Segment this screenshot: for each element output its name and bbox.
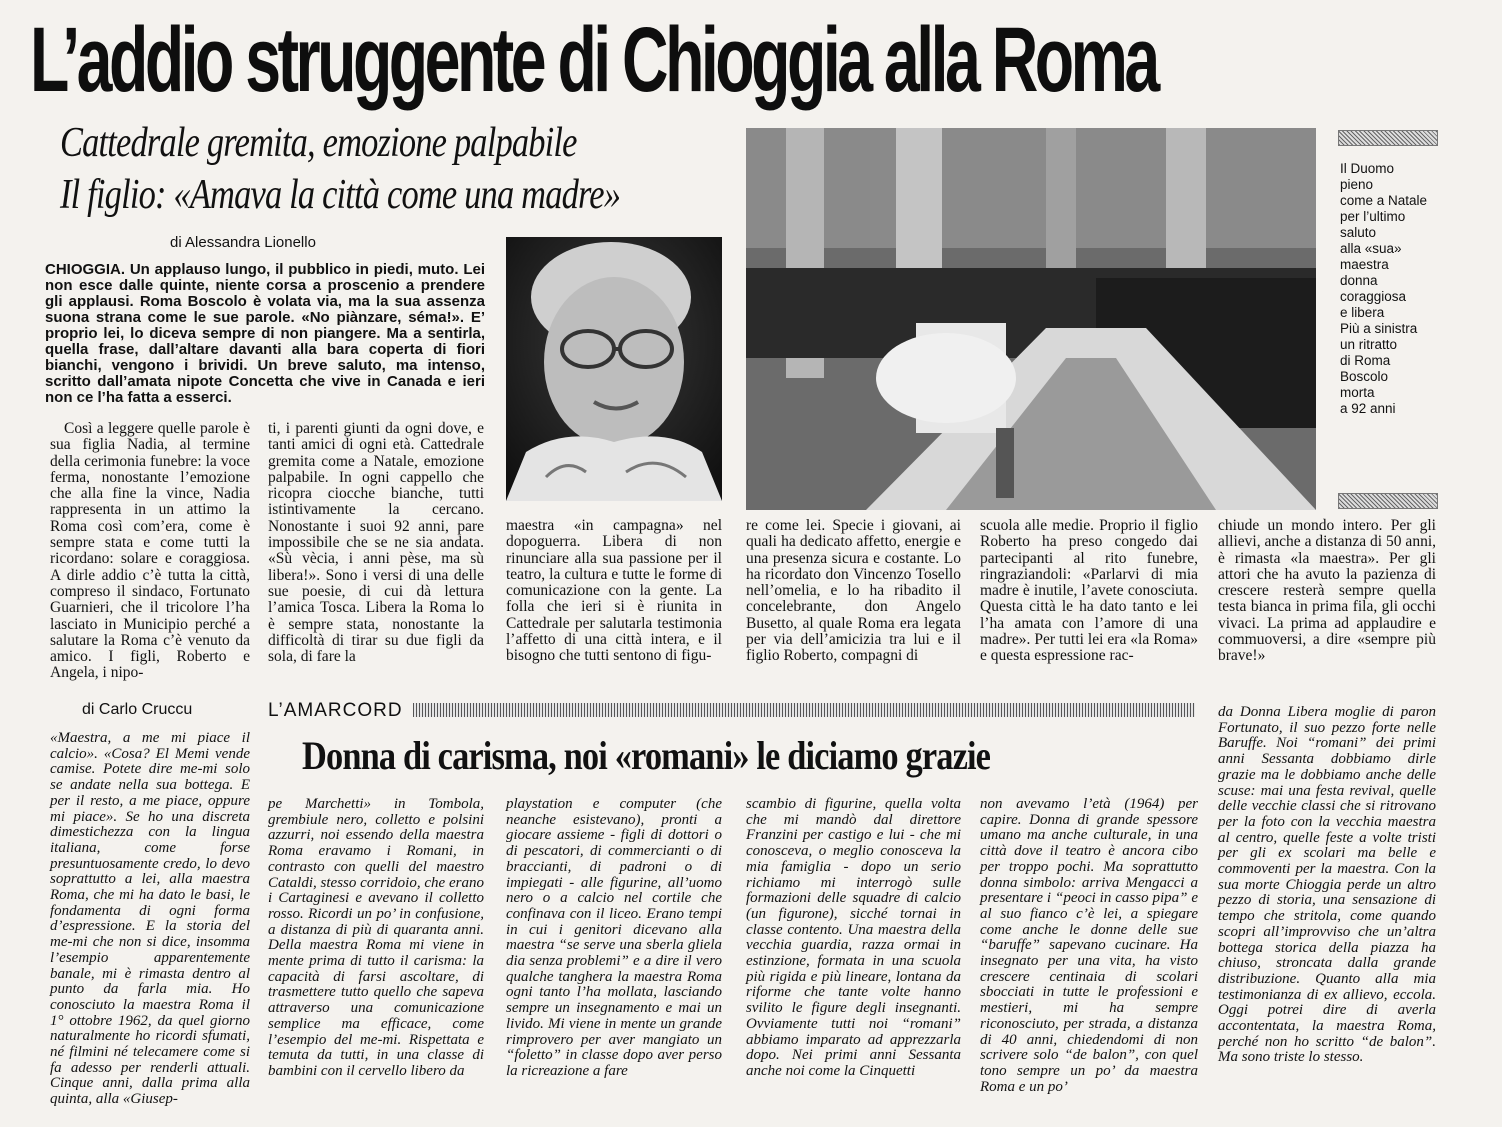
amarcord-rule [413, 703, 1195, 717]
lead-paragraph [45, 262, 485, 406]
caption-line: Il Duomo [1340, 161, 1395, 176]
article-column-4: re come lei. Specie i giovani, ai quali ha dedicato affetto, energie e una presenza sicura e costante. Lo ha ricordato don Vincenzo Tosello nell’omelia, e lo ha ribadito il concelebrante, don Angelo Busetto, al quale Roma era legata per via dell’amicizia tra lui e il figlio Roberto, compagni di [746, 517, 961, 665]
subhead-line-1: Cattedrale gremita, emozione palpabile [60, 120, 577, 166]
article-column-2: ti, i parenti giunti da ogni dove, e tanti amici di ogni età. Cattedrale gremita come a Natale, emozione palpabile. In ogni cappello che ricopra ciocche bianche, tutti istintivamente la cercano. Nonostante i suoi 92 anni, pare impossibile che se ne sia andata. «Sù vècia, i anni pèse, ma sù libera!». Sono i versi di una delle sue poesie, di cui dà lettura l’amica Tosca. Libera la Roma lo è sempre stata, nonostante la difficoltà di tirar su due figli da sola, di fare la [268, 420, 484, 666]
caption-line: per l’ultimo [1340, 209, 1406, 224]
article-column-3: maestra «in campagna» nel dopoguerra. Libera di non rinunciare alla sua passione per il teatro, la cultura e tutte le forme di comunicazione con la gente. La folla che ieri si è riunita in Cattedrale per salutarla testimonia l’affetto di una città intera, e il bisogno che tutti sentono di figu- [506, 517, 722, 665]
amarcord-column-1: «Maestra, a me mi piace il calcio». «Cosa? El Memi vende camise. Potete dire me-mi solo se andate nella sua bottega. E per il resto, a me piace, oppure mi piace». Se ho una discreta dimestichezza con la lingua italiana, come forse presuntuosamente credo, lo devo soprattutto a lei, alla maestra Roma, che mi ha dato le basi, le fondamenta di ogni forma d’espressione. E la storia del me-mi che non si dice, insomma l’esempio apparentemente banale, mi è rimasta dentro al punto da farla mia. Ho conosciuto la maestra Roma il 1° ottobre 1962, da quel giorno naturalmente ho ricordi sfumati, né filmini né telecamere come si fa adesso per renderli attuali. Cinque anni, dalla prima alla quinta, alla «Giusep- [50, 730, 250, 1108]
caption-line: e libera [1340, 305, 1385, 320]
caption-line: Boscolo [1340, 369, 1389, 384]
article-column-6: chiude un mondo intero. Per gli allievi, anche a distanza di 50 anni, è rimasta «la maestra». Per gli attori che ha avuto la pazienza di crescere resterà sempre quella testa bianca in prima fila, gli occhi vivaci. La prima ad applaudire e commuoversi, a dire «sempre più brave!» [1218, 517, 1436, 665]
caption-line: saluto [1340, 225, 1377, 240]
caption-line: donna [1340, 273, 1378, 288]
photo-caption [1340, 161, 1440, 417]
caption-line: coraggiosa [1340, 289, 1407, 304]
article-column-5: scuola alle medie. Proprio il figlio Roberto ha preso congedo dai partecipanti al rito funebre, ringraziandoli: «Parlarvi di mia madre è inutile, l’avete conosciuta. Questa città le ha dato tanto e lei l’ha amata con l’amore di una madre». Per tutti lei era «la Roma» e questa espressione rac- [980, 517, 1198, 665]
caption-line: un ritratto [1340, 337, 1398, 352]
portrait-image [506, 237, 722, 501]
caption-top-marker [1338, 130, 1438, 146]
lead-kicker: CHIOGGIA. [45, 261, 126, 278]
caption-bottom-marker [1338, 493, 1438, 509]
amarcord-column-4: scambio di figurine, quella volta che mi mandò dal direttore Franzini per castigo e lui - che mi conosceva, o meglio conosceva la mia famiglia - dopo un serio richiamo mi interrogò sulle formazioni delle squadre di calcio (un figurone), sicché tornai in classe contento. Una maestra della vecchia guardia, razza ormai in estinzione, formata in una scuola più rigida e più lineare, lontana da riforme che tante volte hanno svilito le figure degli insegnanti. Ovviamente tutti noi “romani” abbiamo imparato ad apprezzarla dopo. Nei primi anni Sessanta anche noi come la Cinquetti [746, 796, 961, 1079]
amarcord-column-6: da Donna Libera moglie di paron Fortunato, il suo pezzo forte nelle Baruffe. Noi “romani” dei primi anni Sessanta dobbiamo dirle grazie ma le dobbiamo anche delle scuse: mai una festa revival, quelle delle vecchie classi che si ritrovano per la foto con la vecchia maestra al centro, quelle feste a volte tristi per gli ex scolari ma belle e commoventi per la maestra. Con la sua morte Chioggia perde un altro pezzo di storia, una sensazione di tempo che stritola, come quando scopri all’improvviso che un’altra bottega storica della piazza ha chiuso, stroncata dalla grande distribuzione. Quanto alla mia testimonianza di ex allievo, eccola. Oggi potrei dire di averla accontentata, la maestra Roma, perché non ho scritto “de balon”. Ma sono triste lo stesso. [1218, 704, 1436, 1066]
caption-line: maestra [1340, 257, 1389, 272]
amarcord-column-2: pe Marchetti» in Tombola, grembiule nero, colletto e polsini azzurri, noi essendo della maestra Roma eravamo i Romani, in contrasto con quelli del maestro Cataldi, stesso corridoio, che erano i Cartaginesi e avevano il colletto rosso. Ricordi un po’ in confusione, a distanza di più di quaranta anni. Della maestra Roma mi viene in mente prima di tutto il carisma: la capacità di farsi ascoltare, di trasmettere tutto quello che sapeva attraverso una comunicazione semplice ma efficace, come l’esempio del me-mi. Rispettata e temuta da tutti, in una classe di bambini con il cervello libero da [268, 796, 484, 1079]
caption-line: a 92 anni [1340, 401, 1396, 416]
caption-line: Più a sinistra [1340, 321, 1418, 336]
amarcord-title: Donna di carisma, noi «romani» le diciamo grazie [302, 733, 991, 778]
byline: di Alessandra Lionello [170, 234, 316, 251]
caption-line: come a Natale [1340, 193, 1428, 208]
cathedral-image [746, 128, 1316, 510]
caption-line: alla «sua» [1340, 241, 1402, 256]
lead-text: Un applauso lungo, il pubblico in piedi, muto. Lei non esce dalle quinte, niente corsa a proscenio a prendere gli applausi. Roma Boscolo è volata via, ma la sua assenza suona strana come le sue parole. «No piànzare, séma!». E’ proprio lei, lo diceva sempre di non piangere. Ma a sentirla, quella frase, dall’altare davanti alla bara coperta di fiori bianchi, vengono i brividi. Un breve saluto, ma intenso, scritto dall’amata nipote Concetta che vive in Canada e ieri non ce l’ha fatta a esserci. [45, 261, 485, 406]
subhead-line-2: Il figlio: «Amava la città come una madre» [60, 172, 621, 218]
caption-line: pieno [1340, 177, 1374, 192]
portrait-photo [506, 237, 722, 501]
caption-line: di Roma [1340, 353, 1391, 368]
amarcord-byline: di Carlo Cruccu [82, 701, 193, 718]
headline: L’addio struggente di Chioggia alla Roma [30, 9, 1157, 111]
caption-line: morta [1340, 385, 1375, 400]
amarcord-column-3: playstation e computer (che neanche esistevano), pronti a giocare assieme - figli di dottori o di pescatori, di commercianti o di braccianti, di padroni o di impiegati - alle figurine, all’uomo nero o a calcio nel cortile che confinava con il liceo. Erano tempi in cui i genitori dicevano alla maestra “se serve una sberla gliela dia senza problemi” e a dire il vero qualche tanghera la maestra Roma ogni tanto l’ha mollata, lasciando sempre un insegnamento e mai un livido. Mi viene in mente un grande rimprovero per aver mangiato un “foletto” in classe dopo aver perso la ricreazione a fare [506, 796, 722, 1079]
article-column-1: Così a leggere quelle parole è sua figlia Nadia, al termine della cerimonia funebre: la voce ferma, nonostante l’emozione che alla fine la vince, Nadia rappresenta in un attimo la Roma così com’era, come è sempre stata e come tutti la ricordano: solare e coraggiosa. A dirle addio c’è tutta la città, compreso il sindaco, Fortunato Guarnieri, che il tricolore l’ha lasciato in Municipio perché a salutare la Roma c’è venuto da amico. I figli, Roberto e Angela, i nipo- [50, 420, 250, 682]
amarcord-section-label: L’AMARCORD [268, 700, 403, 721]
cathedral-photo [746, 128, 1316, 510]
amarcord-column-5: non avevamo l’età (1964) per capire. Donna di grande spessore umano ma anche culturale, in una città dove il teatro è ancora cibo per troppo pochi. Ma soprattutto donna simbolo: arriva Mengacci a presentare i “peoci in casso pipa” e al suo fianco c’è lei, a spiegare come anche le donne delle sue “baruffe” sapevano cucinare. Ha insegnato per una vita, ha visto crescere centinaia di scolari sbocciati in tutte le professioni e mestieri, mi ha sempre riconosciuto, per strada, a distanza di 40 anni, chiedendomi di non scrivere solo “de balon”, con quel tono sempre un po’ da maestra Roma e un po’ [980, 796, 1198, 1095]
